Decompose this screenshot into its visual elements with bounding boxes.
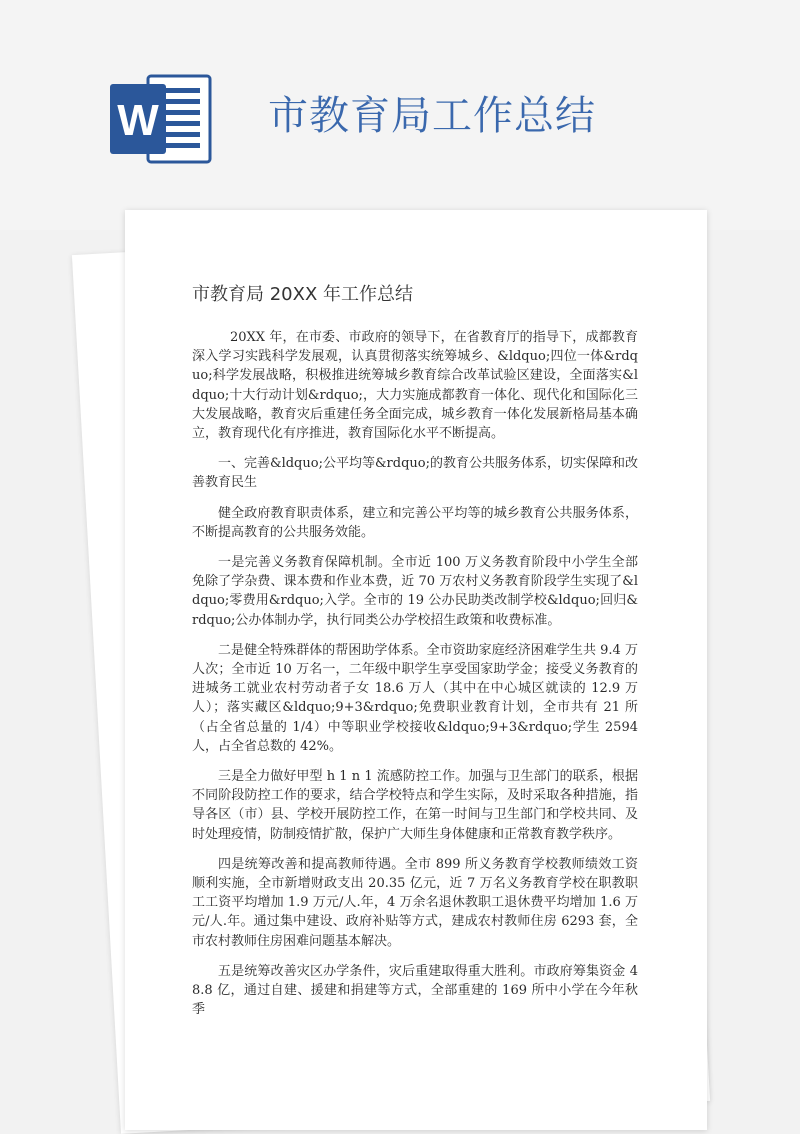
banner-title: 市教育局工作总结 [268, 93, 596, 139]
paragraph: 健全政府教育职责体系，建立和完善公平均等的城乡教育公共服务体系，不断提高教育的公共服务效能。 [192, 505, 638, 540]
paragraph: 二是健全特殊群体的帮困助学体系。全市资助家庭经济困难学生共 9.4 万人次；全市近 10 万名一，二年级中职学生享受国家助学金；接受义务教育的进城务工就业农村劳动者子女 18.6 万人（其中在中心城区就读的 12.9 万人）；落实藏区&ldquo;9+3&rdquo;免费职业教育计划，全市共有 21 所（占全省总量的 1/4）中等职业学校接收&ldquo;9+3&rdquo;学生 2594 人，占全省总数的 42%。 [192, 642, 638, 754]
paragraph-intro: 20XX 年，在市委、市政府的领导下，在省教育厅的指导下，成都教育深入学习实践科学发展观，认真贯彻落实统筹城乡、&ldquo;四位一体&rdquo;科学发展战略，积极推进统筹城乡教育综合改革试验区建设，全面落实&ldquo;十大行动计划&rdquo;，大力实施成都教育一体化、现代化和国际化三大发展战略，教育灾后重建任务全面完成，城乡教育一体化发展新格局基本确立，教育现代化有序推进，教育国际化水平不断提高。 [192, 330, 638, 442]
document-title: 市教育局 20XX 年工作总结 [192, 284, 414, 305]
paragraph: 一是完善义务教育保障机制。全市近 100 万义务教育阶段中小学生全部免除了学杂费、课本费和作业本费，近 70 万农村义务教育阶段学生实现了&ldquo;零费用&rdquo;入学。全市的 19 公办民助类改制学校&ldquo;回归&rdquo;公办体制办学，执行同类公办学校招生政策和收费标准。 [192, 555, 638, 628]
paragraph: 四是统筹改善和提高教师待遇。全市 899 所义务教育学校教师绩效工资顺利实施，全市新增财政支出 20.35 亿元，近 7 万名义务教育学校在职教职工工资平均增加 1.9 万元/人.年，4 万余名退休教职工退休费平均增加 1.6 万元/人.年。通过集中建设、政府补贴等方式，建成农村教师住房 6293 套，全市农村教师住房困难问题基本解决。 [192, 856, 638, 949]
document-body [192, 328, 638, 1031]
paragraph: 三是全力做好甲型 h 1 n 1 流感防控工作。加强与卫生部门的联系，根据不同阶段防控工作的要求，结合学校特点和学生实际，及时采取各种措施，指导各区（市）县、学校开展防控工作，在第一时间与卫生部门和学校共同、及时处理疫情，防制疫情扩散，保护广大师生身体健康和正常教育教学秩序。 [192, 769, 638, 842]
paragraph: 五是统筹改善灾区办学条件，灾后重建取得重大胜利。市政府筹集资金 48.8 亿，通过自建、援建和捐建等方式，全部重建的 169 所中小学在今年秋季 [192, 963, 638, 1018]
word-icon-letter: W [117, 96, 159, 145]
section-heading: 一、完善&ldquo;公平均等&rdquo;的教育公共服务体系，切实保障和改善教育民生 [192, 456, 638, 491]
word-icon [108, 70, 216, 168]
